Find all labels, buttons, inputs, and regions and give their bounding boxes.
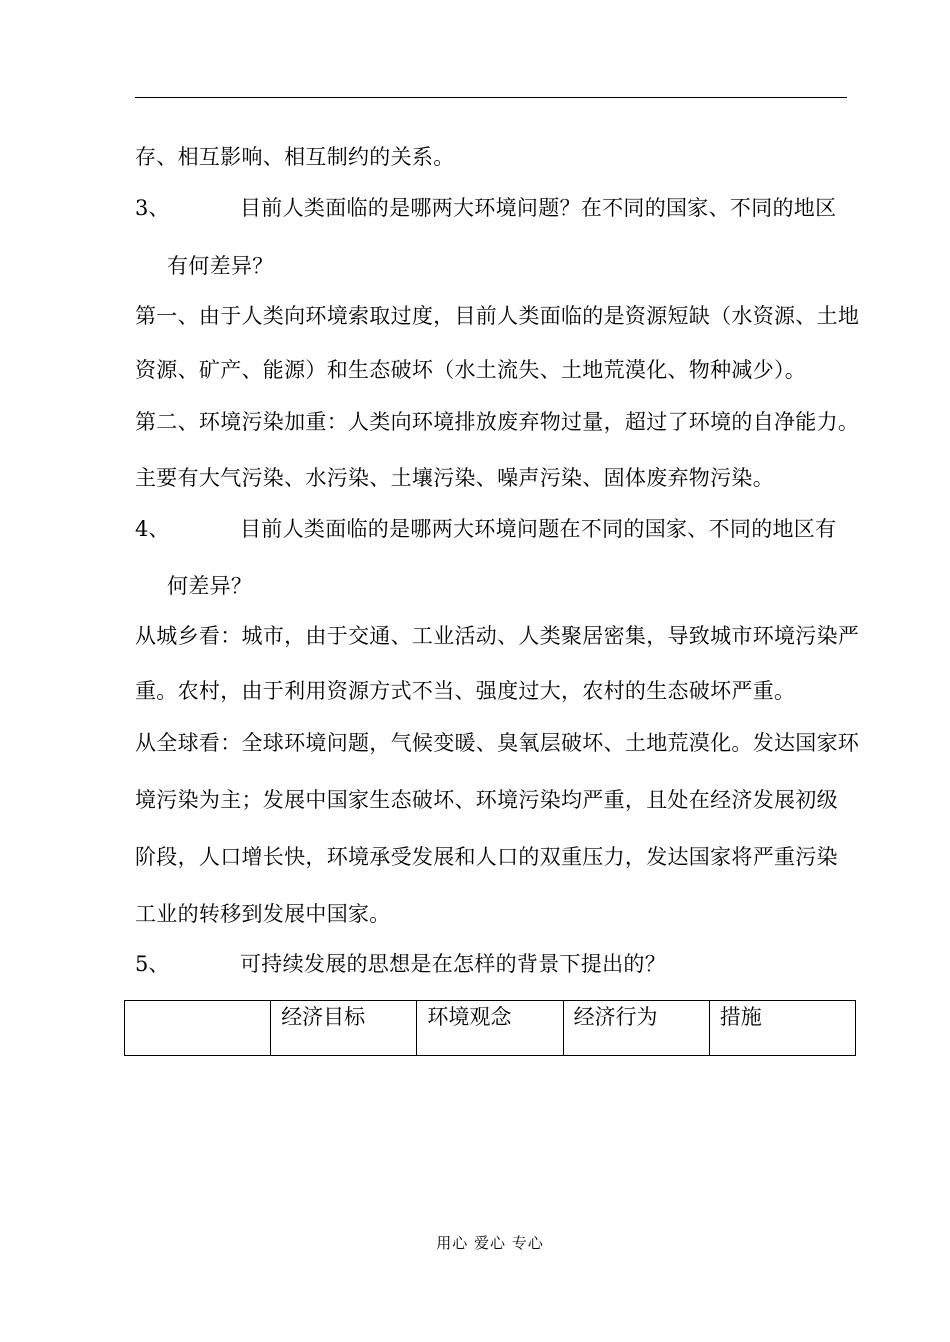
- paragraph-line: 从全球看：全球环境问题，气候变暖、臭氧层破坏、土地荒漠化。发达国家环: [135, 731, 860, 755]
- paragraph-line: 第一、由于人类向环境索取过度，目前人类面临的是资源短缺（水资源、土地: [135, 304, 860, 328]
- page-footer: 用心 爱心 专心: [436, 1234, 544, 1252]
- question-number: 4、: [135, 517, 170, 541]
- paragraph-line: 存、相互影响、相互制约的关系。: [135, 145, 455, 169]
- paragraph-line: 第二、环境污染加重：人类向环境排放废弃物过量，超过了环境的自净能力。: [135, 410, 860, 434]
- paragraph-line: 重。农村，由于利用资源方式不当、强度过大，农村的生态破坏严重。: [135, 679, 796, 703]
- table-cell: 经济行为: [563, 1001, 709, 1056]
- table-cell: 措施: [709, 1001, 855, 1056]
- question-text-cont: 有何差异？: [167, 254, 274, 278]
- paragraph-line: 从城乡看：城市，由于交通、工业活动、人类聚居密集，导致城市环境污染严: [135, 624, 860, 648]
- question-text: 目前人类面临的是哪两大环境问题？在不同的国家、不同的地区: [240, 196, 837, 220]
- question-number: 5、: [135, 952, 170, 976]
- paragraph-line: 主要有大气污染、水污染、土壤污染、噪声污染、固体废弃物污染。: [135, 466, 774, 490]
- table-row: [125, 1001, 856, 1056]
- question-text: 目前人类面临的是哪两大环境问题在不同的国家、不同的地区有: [240, 517, 837, 541]
- question-text-cont: 何差异？: [167, 574, 253, 598]
- paragraph-line: 境污染为主；发展中国家生态破坏、环境污染均严重，且处在经济发展初级: [135, 788, 838, 812]
- question-text: 可持续发展的思想是在怎样的背景下提出的？: [240, 952, 666, 976]
- header-rule: [135, 97, 847, 98]
- table-cell: 环境观念: [417, 1001, 563, 1056]
- paragraph-line: 资源、矿产、能源）和生态破坏（水土流失、土地荒漠化、物种减少）。: [135, 358, 807, 382]
- paragraph-line: 工业的转移到发展中国家。: [135, 902, 391, 926]
- table-cell: [125, 1001, 271, 1056]
- question-number: 3、: [135, 196, 170, 220]
- table-cell: 经济目标: [271, 1001, 417, 1056]
- comparison-table: [124, 1000, 856, 1056]
- paragraph-line: 阶段，人口增长快，环境承受发展和人口的双重压力，发达国家将严重污染: [135, 845, 838, 869]
